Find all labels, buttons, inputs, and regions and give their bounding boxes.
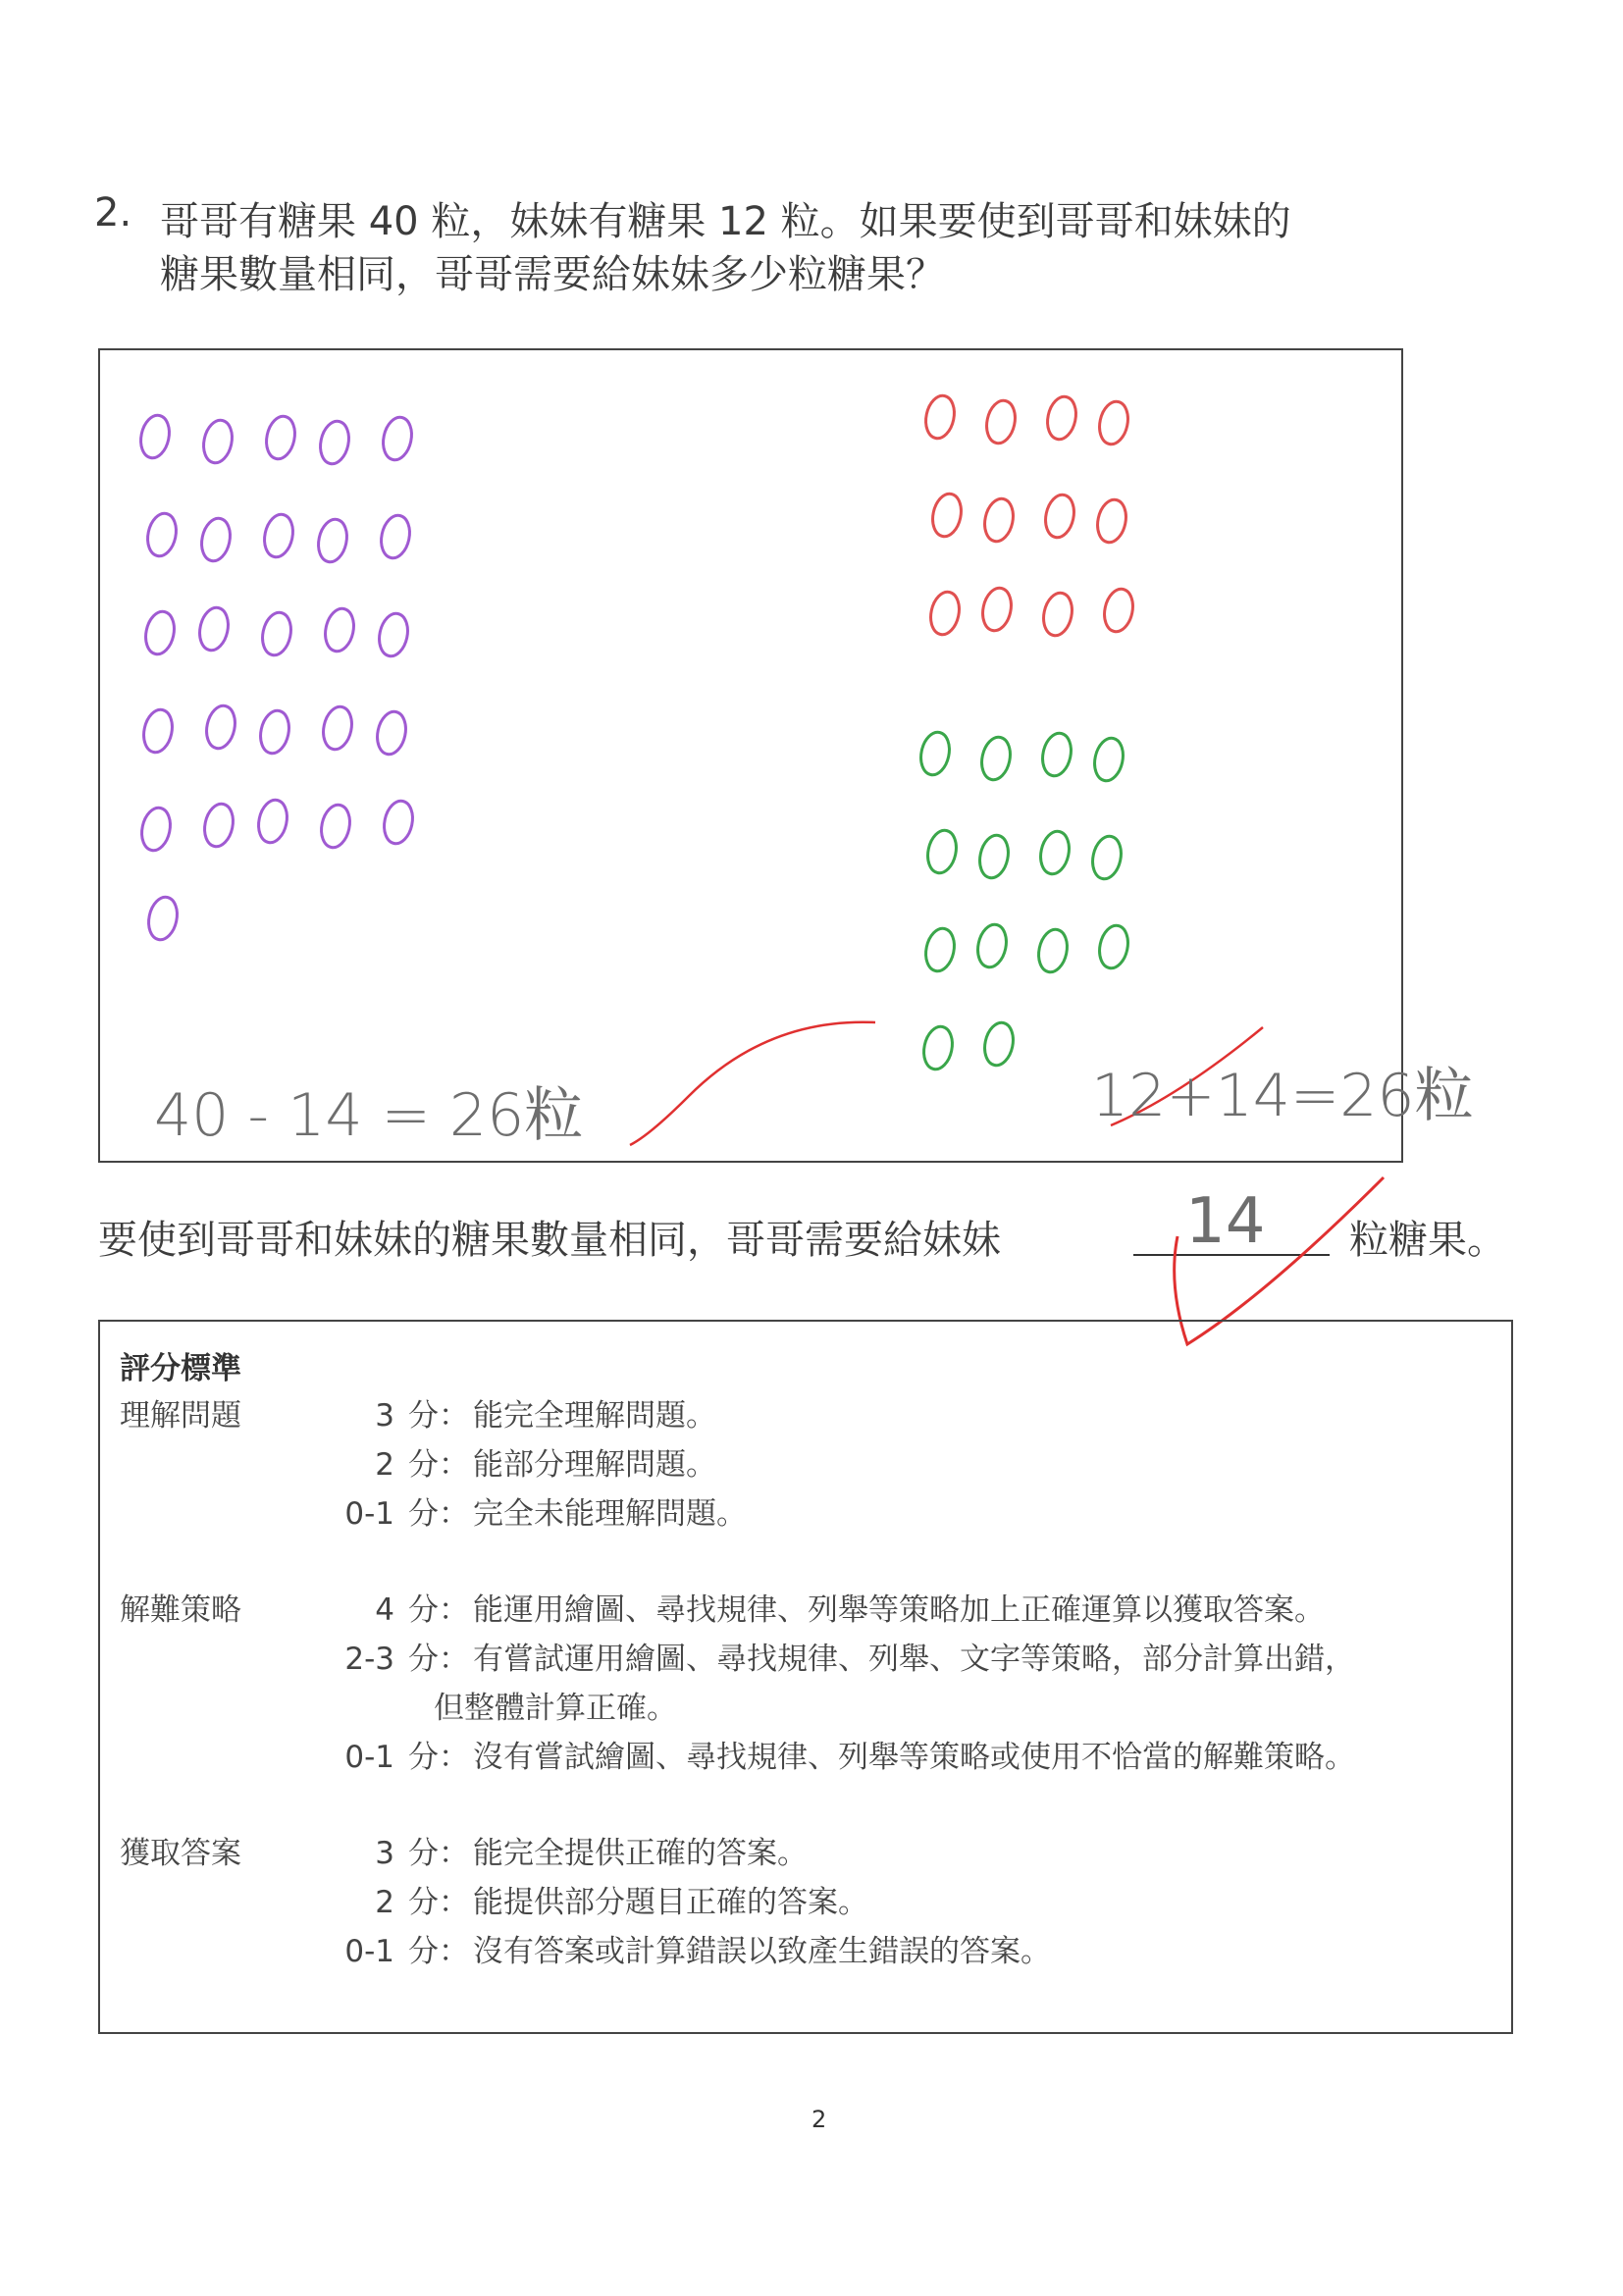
candy-oval-purple bbox=[320, 704, 356, 753]
candy-oval-purple bbox=[137, 413, 174, 461]
teacher-check-mark bbox=[630, 1022, 875, 1145]
candy-oval-red bbox=[927, 590, 964, 638]
level-description: 能部分理解問題。 bbox=[473, 1447, 716, 1483]
criterion-name: 解難策略 bbox=[120, 1592, 241, 1628]
question-text-line-2: 糖果數量相同，哥哥需要給妹妹多少粒糖果？ bbox=[160, 252, 945, 297]
rubric-title: 評分標準 bbox=[120, 1351, 241, 1386]
level-score: 0-1 bbox=[344, 1740, 394, 1775]
candy-oval-purple bbox=[263, 414, 299, 462]
candy-oval-red bbox=[981, 496, 1018, 545]
level-score: 0-1 bbox=[344, 1496, 394, 1532]
level-description: 能運用繪圖、尋找規律、列舉等策略加上正確運算以獲取答案。 bbox=[473, 1592, 1325, 1628]
question-text-line-1: 哥哥有糖果 40 粒，妹妹有糖果 12 粒。如果要使到哥哥和妹妹的 bbox=[160, 199, 1291, 244]
candy-oval-purple bbox=[201, 802, 237, 850]
rubric-box bbox=[98, 1320, 1513, 2034]
candy-oval-purple bbox=[261, 512, 297, 560]
criterion-level bbox=[296, 1634, 1355, 1678]
criterion-level bbox=[296, 1439, 716, 1484]
level-unit: 分： bbox=[408, 1496, 469, 1532]
level-unit: 分： bbox=[408, 1398, 469, 1434]
candy-oval-purple bbox=[378, 513, 414, 561]
level-description: 能完全提供正確的答案。 bbox=[473, 1836, 808, 1871]
candy-oval-purple bbox=[145, 895, 182, 943]
level-unit: 分： bbox=[408, 1836, 469, 1871]
candy-oval-purple bbox=[380, 415, 416, 463]
candy-oval-green bbox=[924, 828, 961, 876]
candy-oval-purple bbox=[200, 418, 236, 466]
candy-oval-red bbox=[1040, 591, 1076, 639]
level-unit: 分： bbox=[408, 1592, 469, 1628]
criterion-level bbox=[296, 1585, 1325, 1629]
criterion-level bbox=[296, 1877, 868, 1921]
criterion-level-continuation: 但整體計算正確。 bbox=[434, 1691, 677, 1726]
level-unit: 分： bbox=[408, 1885, 469, 1920]
level-score: 2 bbox=[375, 1885, 394, 1920]
answer-value: 14 bbox=[1185, 1185, 1266, 1258]
candy-oval-purple bbox=[322, 606, 358, 654]
candy-oval-red bbox=[983, 398, 1020, 446]
level-description: 有嘗試運用繪圖、尋找規律、列舉、文字等策略，部分計算出錯， bbox=[473, 1642, 1355, 1677]
candy-drawing bbox=[100, 350, 1401, 1161]
level-unit: 分： bbox=[408, 1447, 469, 1483]
level-unit: 分： bbox=[408, 1740, 469, 1775]
candy-oval-green bbox=[976, 833, 1013, 881]
right-equation: 12+14=26粒 bbox=[1091, 1062, 1474, 1130]
criterion-level bbox=[296, 1828, 808, 1872]
candy-oval-green bbox=[981, 1020, 1018, 1069]
answer-prompt: 要使到哥哥和妹妹的糖果數量相同，哥哥需要給妹妹 bbox=[98, 1218, 1001, 1263]
left-equation: 40 - 14 = 26粒 bbox=[154, 1081, 584, 1150]
level-unit: 分： bbox=[408, 1642, 469, 1677]
criterion-level bbox=[296, 1488, 747, 1533]
candy-oval-green bbox=[1091, 736, 1127, 784]
criterion-level bbox=[296, 1390, 716, 1435]
candy-oval-purple bbox=[318, 803, 354, 851]
candy-oval-green bbox=[1037, 829, 1073, 877]
candy-oval-red bbox=[922, 393, 959, 442]
level-score: 2 bbox=[375, 1447, 394, 1483]
level-description: 完全未能理解問題。 bbox=[473, 1496, 747, 1532]
level-score: 4 bbox=[375, 1592, 394, 1628]
candy-oval-purple bbox=[203, 704, 239, 752]
candy-oval-purple bbox=[381, 799, 417, 847]
candy-oval-green bbox=[974, 922, 1011, 970]
criterion-name: 理解問題 bbox=[120, 1398, 241, 1434]
criterion-level bbox=[296, 1732, 1355, 1776]
candy-oval-red bbox=[1044, 394, 1080, 443]
criterion-level bbox=[296, 1926, 1051, 1970]
candy-oval-red bbox=[1042, 493, 1078, 541]
candy-oval-red bbox=[1096, 399, 1132, 447]
candy-oval-green bbox=[1096, 923, 1132, 971]
candy-oval-purple bbox=[317, 419, 353, 467]
page-number: 2 bbox=[812, 2106, 827, 2133]
candy-oval-red bbox=[929, 492, 966, 540]
candy-oval-purple bbox=[142, 609, 179, 657]
candy-oval-purple bbox=[198, 516, 235, 564]
candy-oval-purple bbox=[138, 806, 175, 854]
candy-oval-purple bbox=[315, 517, 351, 565]
level-description: 沒有嘗試繪圖、尋找規律、列舉等策略或使用不恰當的解難策略。 bbox=[473, 1740, 1355, 1775]
candy-oval-purple bbox=[259, 610, 295, 658]
candy-oval-green bbox=[920, 1024, 957, 1072]
level-description: 能完全理解問題。 bbox=[473, 1398, 716, 1434]
level-score: 3 bbox=[375, 1836, 394, 1871]
student-drawing-box bbox=[98, 348, 1474, 1163]
candy-oval-green bbox=[1089, 834, 1126, 882]
candy-oval-red bbox=[1101, 587, 1137, 635]
candy-oval-red bbox=[1094, 497, 1130, 546]
candy-oval-purple bbox=[374, 709, 410, 757]
candy-oval-red bbox=[979, 586, 1016, 634]
candy-oval-green bbox=[1039, 731, 1075, 779]
level-score: 0-1 bbox=[344, 1934, 394, 1969]
level-score: 3 bbox=[375, 1398, 394, 1434]
candy-oval-purple bbox=[144, 511, 181, 559]
candy-oval-purple bbox=[255, 798, 291, 846]
candy-oval-green bbox=[978, 735, 1015, 783]
answer-suffix: 粒糖果。 bbox=[1349, 1218, 1506, 1263]
candy-oval-green bbox=[1035, 927, 1072, 975]
level-description: 能提供部分題目正確的答案。 bbox=[473, 1885, 868, 1920]
candy-oval-purple bbox=[376, 611, 412, 659]
level-unit: 分： bbox=[408, 1934, 469, 1969]
candy-oval-green bbox=[917, 730, 954, 778]
candy-oval-purple bbox=[140, 707, 177, 756]
question-number: 2. bbox=[94, 190, 132, 235]
candy-oval-purple bbox=[196, 605, 233, 653]
candy-oval-green bbox=[922, 926, 959, 974]
candy-oval-purple bbox=[257, 708, 293, 757]
level-description: 沒有答案或計算錯誤以致產生錯誤的答案。 bbox=[473, 1934, 1051, 1969]
level-score: 2-3 bbox=[344, 1642, 394, 1677]
criterion-name: 獲取答案 bbox=[120, 1836, 241, 1871]
